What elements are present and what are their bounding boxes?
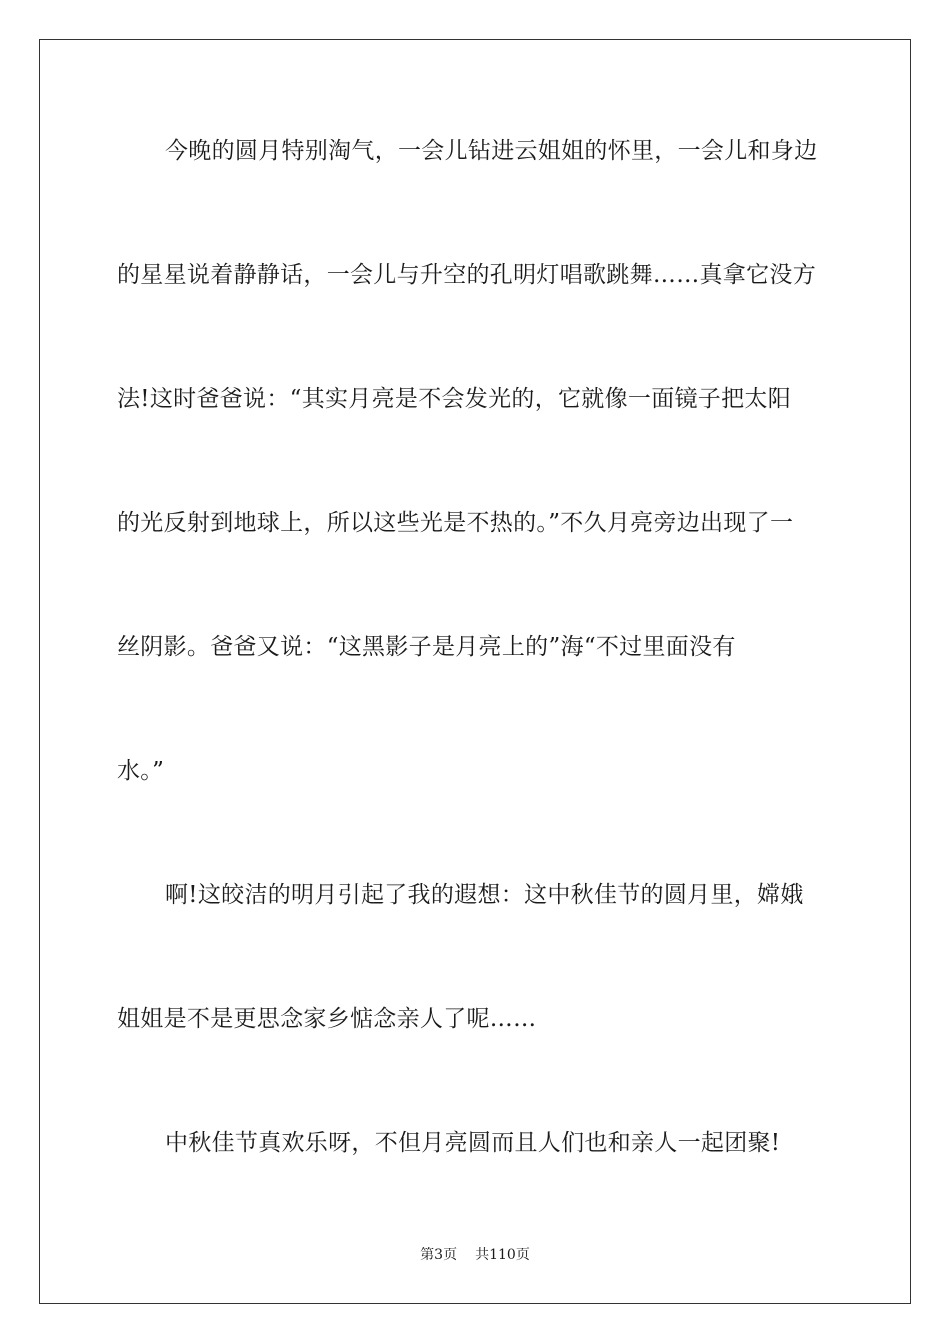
- paragraph-line: 的光反射到地球上，所以这些光是不热的。”不久月亮旁边出现了一: [117, 510, 794, 536]
- paragraph-line: 法!这时爸爸说：“其实月亮是不会发光的，它就像一面镜子把太阳: [117, 386, 792, 412]
- paragraph-line: 姐姐是不是更思念家乡惦念亲人了呢……: [117, 1006, 537, 1032]
- paragraph-line: 水。”: [117, 758, 165, 784]
- page-total: 共110页: [475, 1247, 530, 1263]
- paragraph-line: 今晚的圆月特别淘气，一会儿钻进云姐姐的怀里，一会儿和身边: [165, 138, 818, 164]
- paragraph-line: 的星星说着静静话，一会儿与升空的孔明灯唱歌跳舞……真拿它没方: [117, 262, 816, 288]
- paragraph-line: 啊!这皎洁的明月引起了我的遐想：这中秋佳节的圆月里，嫦娥: [165, 882, 804, 908]
- page-footer: [0, 1244, 950, 1264]
- page-border: [39, 39, 911, 1304]
- paragraph-line: 丝阴影。爸爸又说：“这黑影子是月亮上的”海“不过里面没有: [117, 634, 736, 660]
- paragraph-line: 中秋佳节真欢乐呀，不但月亮圆而且人们也和亲人一起团聚!: [165, 1130, 781, 1156]
- page-number: 第3页: [420, 1247, 458, 1263]
